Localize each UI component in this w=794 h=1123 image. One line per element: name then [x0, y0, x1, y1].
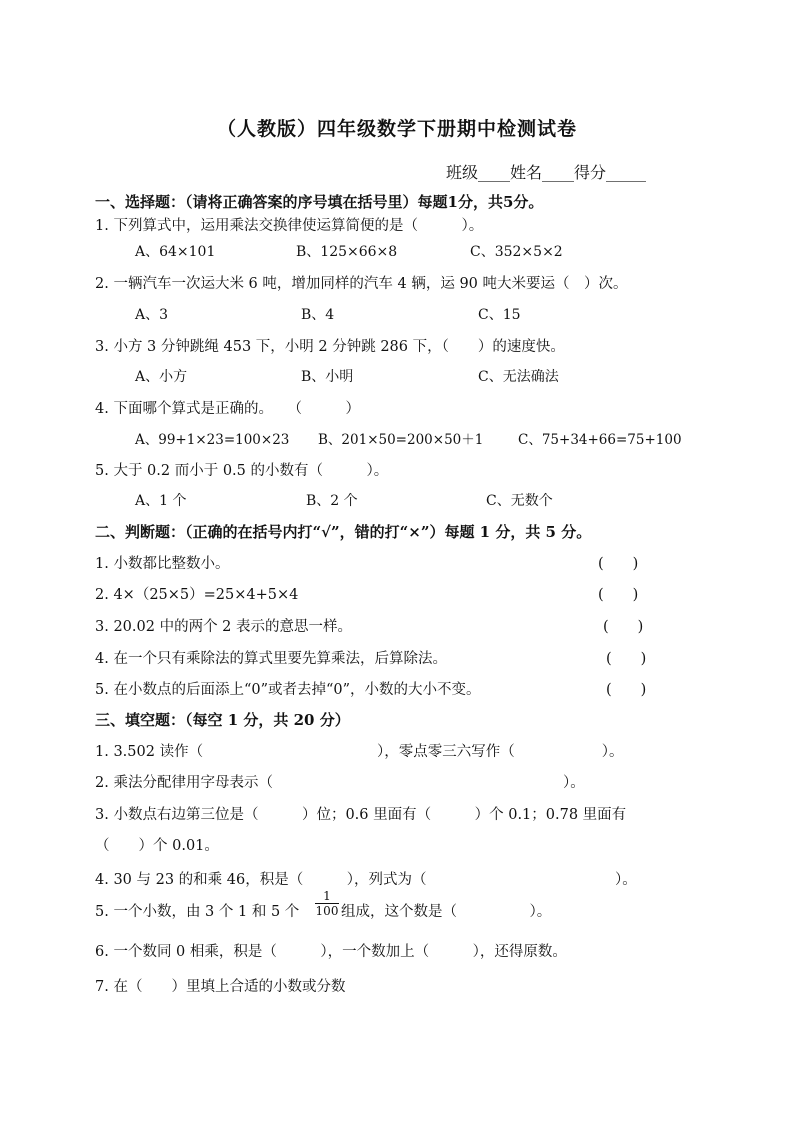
question-text-with-fraction [95, 900, 299, 921]
option-c: C、75+34+66=75+100 [518, 432, 682, 448]
fraction-denominator: 100 [315, 904, 339, 918]
option-c: C、352×5×2 [470, 244, 563, 260]
question-text: 1. 下列算式中，运用乘法交换律使运算简便的是（ ）。 [95, 218, 484, 234]
student-info-line: 班级____姓名____得分_____ [446, 163, 647, 182]
answer-parentheses: ( ) [606, 651, 647, 667]
fraction-one-hundredth [315, 889, 339, 918]
answer-parentheses: ( ) [598, 587, 639, 603]
question-text: （ ）个 0.01。 [95, 838, 219, 854]
option-a: A、64×101 [135, 244, 216, 260]
option-b: B、4 [301, 307, 335, 323]
question-text: 1. 小数都比整数小。 [95, 556, 230, 572]
question-text: 2. 一辆汽车一次运大米 6 吨，增加同样的汽车 4 辆，运 90 吨大米要运（ ）次。 [95, 276, 628, 292]
question-text-after: 组成，这个数是（ ）。 [341, 904, 552, 920]
section-heading-choice: 一、选择题：（请将正确答案的序号填在括号里）每题1分，共5分。 [95, 193, 544, 211]
question-text: 4. 下面哪个算式是正确的。 （ ） [95, 401, 360, 417]
question-text: 4. 30 与 23 的和乘 46，积是（ ），列式为（ ）。 [95, 872, 637, 888]
question-text: 3. 小数点右边第三位是（ ）位；0.6 里面有（ ）个 0.1；0.78 里面有 [95, 807, 627, 823]
answer-parentheses: ( ) [606, 682, 647, 698]
option-c: C、无法确法 [478, 369, 559, 385]
question-text: 6. 一个数同 0 相乘，积是（ ），一个数加上（ ），还得原数。 [95, 944, 567, 960]
section-heading-judgement: 二、判断题：（正确的在括号内打“√”，错的打“×”）每题 1 分，共 5 分。 [95, 523, 592, 541]
question-text: 7. 在（ ）里填上合适的小数或分数 [95, 979, 346, 995]
option-b: B、2 个 [306, 493, 358, 509]
answer-parentheses: ( ) [598, 556, 639, 572]
option-b: B、125×66×8 [296, 244, 398, 260]
option-c: C、15 [478, 307, 521, 323]
question-text: 2. 乘法分配律用字母表示（ ）。 [95, 775, 585, 791]
question-text-before: 5. 一个小数，由 3 个 1 和 5 个 [95, 904, 300, 920]
section-heading-fill-blanks: 三、填空题：（每空 1 分，共 20 分） [95, 711, 350, 729]
option-a: A、1 个 [135, 493, 187, 509]
option-a: A、99+1×23=100×23 [135, 432, 290, 448]
option-a: A、小方 [135, 369, 188, 385]
option-b: B、小明 [301, 369, 354, 385]
question-text: 4. 在一个只有乘除法的算式里要先算乘法，后算除法。 [95, 651, 447, 667]
question-text: 5. 大于 0.2 而小于 0.5 的小数有（ ）。 [95, 463, 389, 479]
answer-parentheses: ( ) [603, 619, 644, 635]
fraction-numerator: 1 [323, 889, 331, 903]
option-b: B、201×50=200×50＋1 [318, 432, 484, 448]
question-text: 2. 4×（25×5）=25×4+5×4 [95, 587, 299, 603]
question-text: 1. 3.502 读作（ ），零点零三六写作（ ）。 [95, 744, 624, 760]
question-text: 3. 20.02 中的两个 2 表示的意思一样。 [95, 619, 353, 635]
page-title: （人教版）四年级数学下册期中检测试卷 [216, 118, 577, 140]
question-text: 3. 小方 3 分钟跳绳 453 下，小明 2 分钟跳 286 下，（ ）的速度快。 [95, 339, 565, 355]
option-a: A、3 [135, 307, 169, 323]
question-text: 5. 在小数点的后面添上“0”或者去掉“0”，小数的大小不变。 [95, 682, 481, 698]
option-c: C、无数个 [486, 493, 553, 509]
